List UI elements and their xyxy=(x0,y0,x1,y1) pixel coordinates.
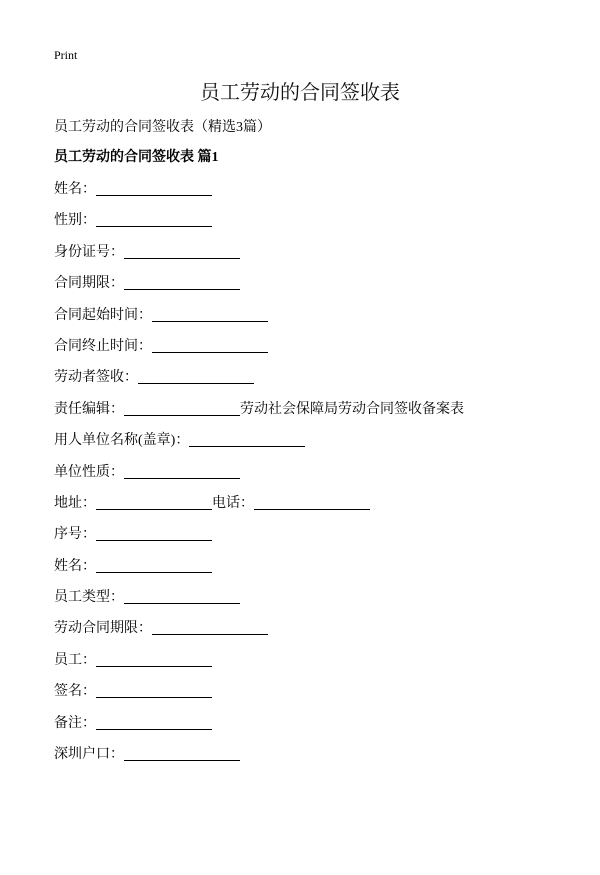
field-label-labor-contract-term: 劳动合同期限： xyxy=(54,621,152,637)
field-label-worker-signature: 劳动者签收： xyxy=(54,370,138,386)
field-row-employee-type xyxy=(54,582,560,613)
field-row-remarks xyxy=(54,708,560,739)
field-label-serial-number: 序号： xyxy=(54,527,96,543)
field-row-shenzhen-hukou xyxy=(54,739,560,770)
field-label-editor: 责任编辑： xyxy=(54,401,124,417)
field-row-editor xyxy=(54,394,560,425)
blank-line-phone xyxy=(254,494,370,510)
field-row-serial-number xyxy=(54,519,560,550)
field-label-gender: 性别： xyxy=(54,213,96,229)
field-label-address: 地址： xyxy=(54,495,96,511)
document-page xyxy=(0,47,600,875)
blank-line-signature xyxy=(96,682,212,698)
form-fields xyxy=(54,174,560,770)
blank-line-address xyxy=(96,494,212,510)
blank-line-labor-contract-term xyxy=(152,619,268,635)
field-row-worker-signature xyxy=(54,362,560,393)
field-row-employer-name xyxy=(54,425,560,456)
document-title: 员工劳动的合同签收表 xyxy=(200,82,400,104)
field-row-contract-end xyxy=(54,331,560,362)
print-link[interactable]: Print xyxy=(54,48,78,62)
field-label-employee-type: 员工类型： xyxy=(54,590,124,606)
blank-line-name xyxy=(96,180,212,196)
field-row-name xyxy=(54,174,560,205)
field-label-remarks: 备注： xyxy=(54,715,96,731)
field-row-gender xyxy=(54,205,560,236)
blank-line-contract-end xyxy=(152,337,268,353)
field-label-shenzhen-hukou: 深圳户口： xyxy=(54,747,124,763)
field-label-name-2: 姓名： xyxy=(54,558,96,574)
blank-line-employee-type xyxy=(124,588,240,604)
field-label-phone: 电话： xyxy=(212,495,254,511)
blank-line-name-2 xyxy=(96,557,212,573)
field-row-contract-start xyxy=(54,300,560,331)
document-subtitle: 员工劳动的合同签收表（精选3篇） xyxy=(54,120,271,135)
blank-line-shenzhen-hukou xyxy=(124,745,240,761)
field-label-contract-end: 合同终止时间： xyxy=(54,338,152,354)
field-row-address-phone xyxy=(54,488,560,519)
blank-line-remarks xyxy=(96,714,212,730)
blank-line-id-number xyxy=(124,243,240,259)
field-label-contract-start: 合同起始时间： xyxy=(54,307,152,323)
field-row-signature xyxy=(54,676,560,707)
field-row-contract-term xyxy=(54,268,560,299)
field-row-labor-contract-term xyxy=(54,613,560,644)
field-label-employee: 员工： xyxy=(54,652,96,668)
blank-line-worker-signature xyxy=(138,368,254,384)
blank-line-editor xyxy=(124,400,240,416)
field-row-name-2 xyxy=(54,551,560,582)
field-label-id-number: 身份证号： xyxy=(54,244,124,260)
field-row-employee xyxy=(54,645,560,676)
field-label-contract-term: 合同期限： xyxy=(54,276,124,292)
field-label-name: 姓名： xyxy=(54,182,96,197)
blank-line-contract-term xyxy=(124,274,240,290)
field-label-employer-name: 用人单位名称(盖章)： xyxy=(54,433,190,449)
blank-line-contract-start xyxy=(152,306,268,322)
blank-line-serial-number xyxy=(96,525,212,541)
blank-line-employer-name xyxy=(189,431,305,447)
field-row-employer-type xyxy=(54,457,560,488)
field-label-employer-type: 单位性质： xyxy=(54,464,124,480)
field-label-signature: 签名： xyxy=(54,684,96,700)
field-row-id-number xyxy=(54,237,560,268)
blank-line-gender xyxy=(96,211,212,227)
blank-line-employee xyxy=(96,651,212,667)
blank-line-employer-type xyxy=(124,463,240,479)
section-heading: 员工劳动的合同签收表 篇1 xyxy=(54,150,219,165)
editor-trailing-text: 劳动社会保障局劳动合同签收备案表 xyxy=(240,401,464,417)
